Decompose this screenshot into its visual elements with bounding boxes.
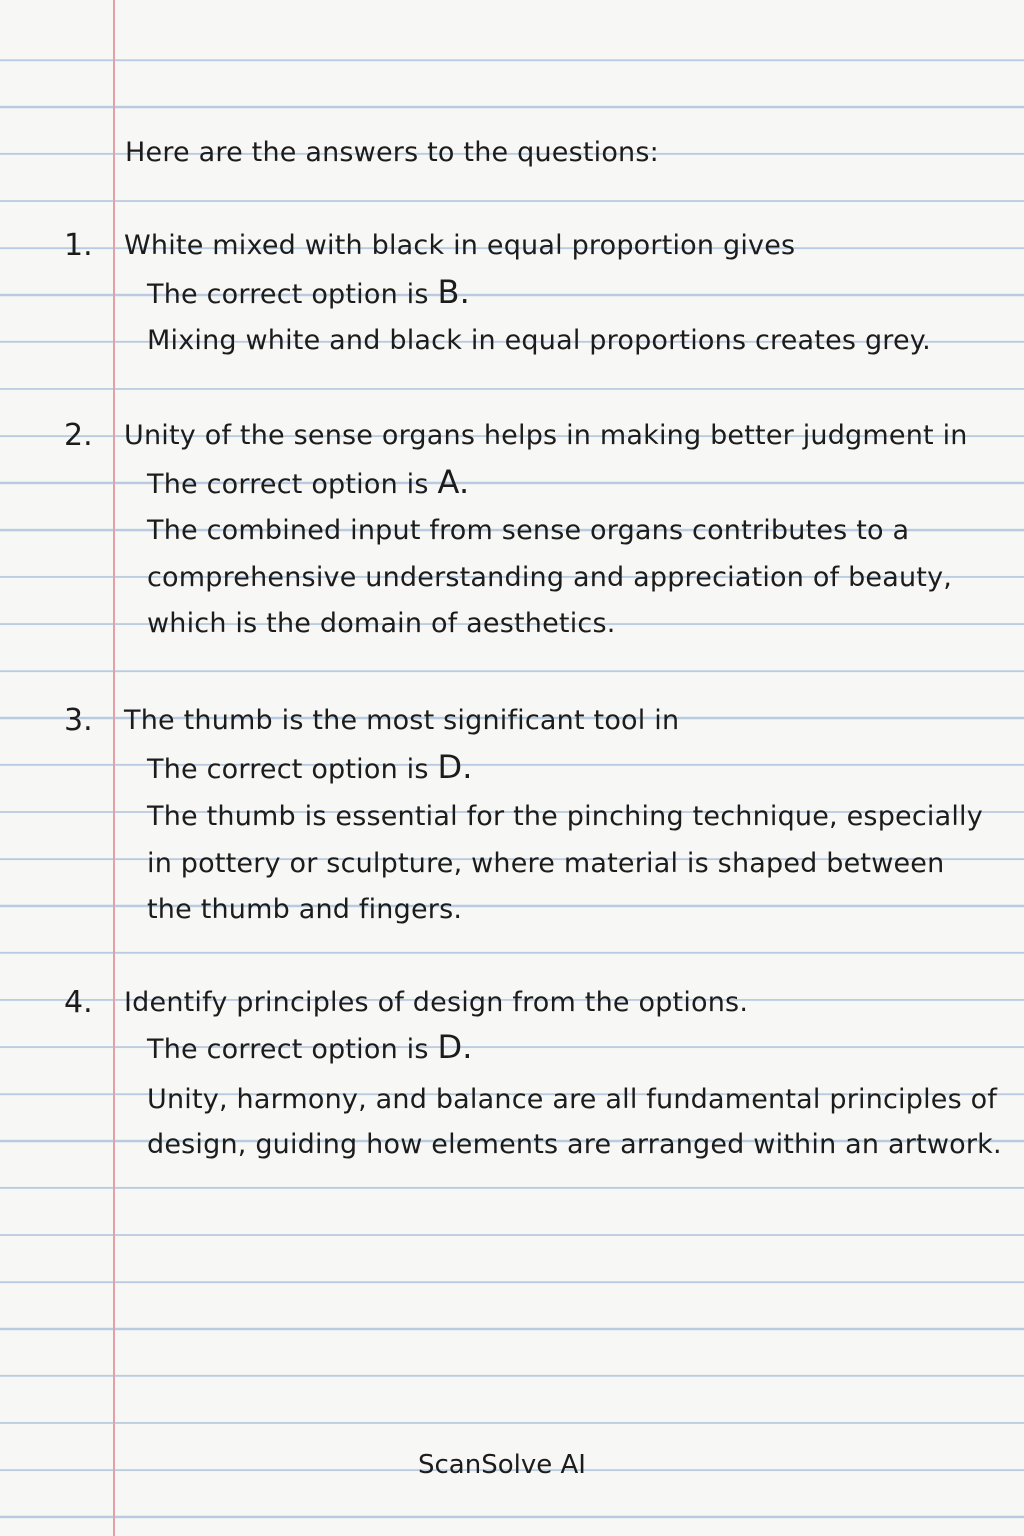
answer-prefix: The correct option is bbox=[147, 279, 429, 310]
question-3-number: 3. bbox=[64, 703, 93, 738]
question-4-answer bbox=[147, 1030, 473, 1067]
question-1-number: 1. bbox=[64, 228, 93, 263]
answer-letter: B. bbox=[437, 273, 470, 311]
question-2-number: 2. bbox=[64, 418, 93, 453]
question-2-text: Unity of the sense organs helps in making better judgment in bbox=[124, 420, 968, 451]
question-1-answer bbox=[147, 275, 470, 312]
question-2-explanation-line-1: The combined input from sense organs contributes to a bbox=[147, 515, 910, 546]
question-2-explanation-line-3: which is the domain of aesthetics. bbox=[147, 608, 616, 639]
answer-letter: D. bbox=[437, 748, 473, 786]
answer-prefix: The correct option is bbox=[147, 469, 429, 500]
question-4-number: 4. bbox=[64, 985, 93, 1020]
footer-brand: ScanSolve AI bbox=[418, 1450, 586, 1480]
question-2-answer bbox=[147, 465, 469, 502]
question-4-explanation-line-1: Unity, harmony, and balance are all fundamental principles of bbox=[147, 1084, 998, 1115]
question-2-explanation-line-2: comprehensive understanding and appreciation of beauty, bbox=[147, 562, 953, 593]
question-3-explanation-line-1: The thumb is essential for the pinching technique, especially bbox=[147, 801, 983, 832]
answer-letter: D. bbox=[437, 1028, 473, 1066]
intro-text: Here are the answers to the questions: bbox=[125, 137, 659, 168]
answer-prefix: The correct option is bbox=[147, 754, 429, 785]
question-4-explanation-line-2: design, guiding how elements are arranged within an artwork. bbox=[147, 1129, 1002, 1160]
question-3-text: The thumb is the most significant tool in bbox=[124, 705, 680, 736]
question-1-text: White mixed with black in equal proportion gives bbox=[124, 230, 796, 261]
question-3-explanation-line-2: in pottery or sculpture, where material is shaped between bbox=[147, 848, 945, 879]
question-4-text: Identify principles of design from the options. bbox=[124, 987, 749, 1018]
answer-prefix: The correct option is bbox=[147, 1034, 429, 1065]
margin-line bbox=[113, 0, 115, 1536]
answer-letter: A. bbox=[437, 463, 470, 501]
question-3-answer bbox=[147, 750, 473, 787]
question-1-explanation-line-1: Mixing white and black in equal proportions creates grey. bbox=[147, 325, 931, 356]
question-3-explanation-line-3: the thumb and fingers. bbox=[147, 894, 463, 925]
